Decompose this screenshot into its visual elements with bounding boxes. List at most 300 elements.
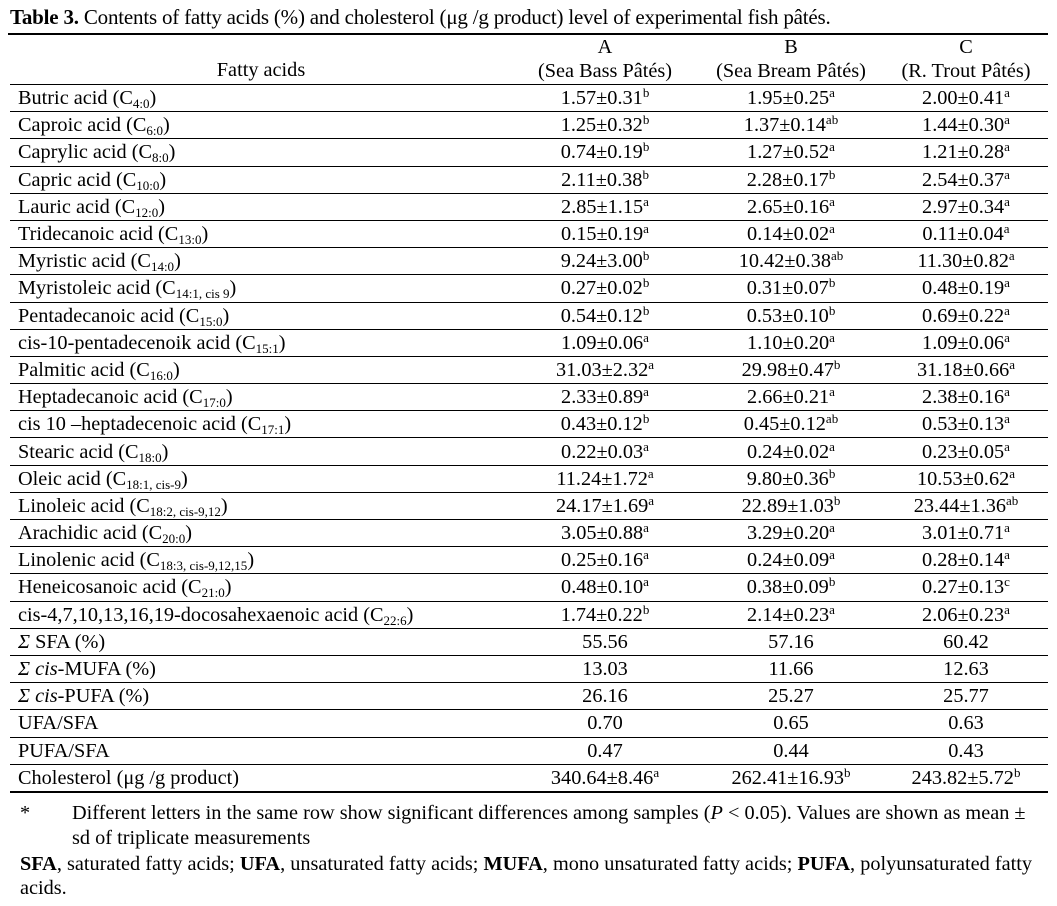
acid-name-tail: ): [185, 522, 193, 545]
value-cell: [884, 764, 1048, 792]
value: 10.42±0.38: [738, 250, 831, 273]
value: 1.37±0.14: [743, 114, 826, 137]
significance-letter: a: [1004, 139, 1010, 155]
acid-name: Palmitic acid (C: [18, 358, 150, 381]
value: 0.31±0.07: [746, 277, 829, 300]
value: 1.09±0.06: [561, 331, 644, 354]
value-cell: [698, 764, 884, 792]
value-cell: [884, 112, 1048, 139]
carbon-notation: 14:0: [150, 259, 175, 275]
value: 2.54±0.37: [922, 168, 1005, 191]
value-cell: [698, 85, 884, 112]
significance-letter: a: [643, 329, 649, 345]
value: 1.74±0.22: [560, 603, 643, 626]
acid-name-tail: ): [158, 195, 166, 218]
significance-letter: a: [648, 356, 655, 372]
acid-name-tail: ): [168, 141, 176, 164]
value: 243.82±5.72: [911, 766, 1014, 789]
fatty-acid-name: [10, 329, 512, 356]
table-row: [10, 356, 1048, 383]
value: 0.15±0.19: [561, 223, 644, 246]
fatty-acid-name: [10, 85, 512, 112]
acid-name-tail: ): [229, 277, 237, 300]
value-cell: [512, 547, 698, 574]
significance-letter: a: [1004, 411, 1010, 427]
value-cell: [884, 193, 1048, 220]
table-row: [10, 547, 1048, 574]
carbon-notation: 17:0: [202, 395, 226, 411]
summary-row: [10, 737, 1048, 764]
value: 2.33±0.89: [561, 386, 644, 409]
significance-letter: a: [1008, 248, 1015, 264]
value: 0.53±0.10: [746, 304, 829, 327]
significance-letter: b: [642, 166, 649, 182]
value: 22.89±1.03: [741, 494, 834, 517]
carbon-notation: 22:6: [383, 612, 407, 628]
significance-letter: b: [642, 85, 650, 101]
value-cell: [884, 139, 1048, 166]
significance-letter: ab: [825, 411, 839, 427]
value-cell: [512, 275, 698, 302]
fatty-acid-name: [10, 275, 512, 302]
value: 11.30±0.82: [917, 250, 1009, 273]
value-cell: [512, 193, 698, 220]
value: 24.17±1.69: [555, 494, 649, 517]
significance-letter: a: [643, 384, 649, 400]
cholesterol-name: Cholesterol (μg /g product): [10, 764, 512, 792]
significance-letter: ab: [825, 112, 839, 128]
acid-name-tail: ): [278, 331, 286, 354]
significance-letter: a: [643, 520, 649, 536]
header-col-b: [698, 35, 884, 85]
summary-value: 12.63: [884, 655, 1048, 682]
table-row: [10, 601, 1048, 628]
acid-name: cis-10-pentadecenoik acid (C: [18, 331, 256, 354]
table-row: [10, 438, 1048, 465]
value-cell: [698, 329, 884, 356]
acid-name-tail: ): [247, 549, 255, 572]
value: 1.21±0.28: [922, 141, 1005, 164]
value-cell: [698, 220, 884, 247]
summary-value: 57.16: [698, 628, 884, 655]
value: 1.27±0.52: [747, 141, 830, 164]
carbon-notation: 18:1, cis-9: [126, 476, 182, 492]
value-cell: [884, 547, 1048, 574]
summary-label: -MUFA (%): [57, 658, 156, 681]
fatty-acid-name: [10, 601, 512, 628]
summary-value: 13.03: [512, 655, 698, 682]
footnote-text-post: < 0.05). Values are shown as mean ± sd of triplicate measurements: [72, 802, 1026, 849]
value: 0.14±0.02: [747, 223, 830, 246]
significance-letter: b: [642, 411, 650, 427]
value-cell: [698, 166, 884, 193]
acid-name: Heptadecanoic acid (C: [18, 386, 203, 409]
summary-name: [10, 683, 512, 710]
value-cell: [512, 329, 698, 356]
value: 9.80±0.36: [746, 467, 829, 490]
header-col-b-name: (Sea Bream Pâtés): [716, 60, 866, 82]
carbon-notation: 18:2, cis-9,12: [149, 503, 221, 519]
acid-name-tail: ): [284, 413, 292, 436]
acid-name-tail: ): [181, 467, 188, 490]
value: 0.74±0.19: [560, 141, 643, 164]
header-col-a-letter: A: [597, 36, 613, 58]
fatty-acid-name: [10, 438, 512, 465]
value-cell: [698, 302, 884, 329]
summary-name: [10, 628, 512, 655]
value: 1.57±0.31: [560, 87, 643, 110]
abbr-mufa-desc: , mono unsaturated fatty acids;: [542, 853, 798, 875]
significance-letter: a: [829, 139, 835, 155]
footnote-p: P: [710, 802, 723, 824]
carbon-notation: 18:3, cis-9,12,15: [159, 558, 248, 574]
acid-name-tail: ): [159, 168, 167, 191]
abbr-ufa: UFA: [239, 853, 281, 875]
value: 1.44±0.30: [922, 114, 1005, 137]
value-cell: [512, 574, 698, 601]
significance-letter: ab: [830, 248, 844, 264]
carbon-notation: 10:0: [136, 177, 160, 193]
abbreviations: [20, 852, 1032, 900]
summary-value: 25.77: [884, 683, 1048, 710]
acid-name-tail: ): [172, 358, 180, 381]
table-caption: [10, 5, 831, 30]
table-row: [10, 220, 1048, 247]
acid-name-tail: ): [201, 223, 209, 246]
table-row: [10, 302, 1048, 329]
table-row: [10, 520, 1048, 547]
significance-letter: a: [1004, 547, 1010, 563]
header-col-c-name: (R. Trout Pâtés): [901, 60, 1031, 82]
value-cell: [884, 166, 1048, 193]
cis-prefix: cis: [30, 658, 58, 681]
significance-letter: a: [829, 547, 835, 563]
value-cell: [512, 302, 698, 329]
header-col-c-letter: C: [959, 36, 973, 58]
table-row: [10, 492, 1048, 519]
value: 3.29±0.20: [747, 522, 830, 545]
value-cell: [698, 465, 884, 492]
value-cell: [512, 248, 698, 275]
acid-name: cis-4,7,10,13,16,19-docosahexaenoic acid (C: [18, 603, 384, 626]
summary-name: [10, 710, 512, 737]
value: 2.65±0.16: [747, 195, 830, 218]
value: 2.85±1.15: [561, 195, 644, 218]
significance-letter: a: [643, 221, 649, 237]
summary-value: 0.63: [884, 710, 1048, 737]
cis-prefix: cis: [30, 685, 58, 708]
value: 340.64±8.46: [550, 766, 654, 789]
carbon-notation: 14:1, cis 9: [175, 286, 230, 302]
value: 0.25±0.16: [561, 549, 644, 572]
footnote-star: *: [20, 802, 31, 824]
table-row: [10, 574, 1048, 601]
value-cell: [512, 411, 698, 438]
value: 0.43±0.12: [560, 413, 643, 436]
acid-name: Tridecanoic acid (C: [18, 223, 179, 246]
carbon-notation: 21:0: [201, 585, 225, 601]
fatty-acid-name: [10, 492, 512, 519]
value-cell: [698, 384, 884, 411]
significance-letter: b: [828, 465, 836, 481]
value-cell: [884, 574, 1048, 601]
significance-letter: a: [1004, 166, 1010, 182]
carbon-notation: 4:0: [132, 96, 150, 112]
footnote-text: [72, 801, 1030, 851]
significance-letter: b: [844, 764, 851, 780]
value-cell: [512, 520, 698, 547]
significance-letter: a: [1004, 302, 1010, 318]
fatty-acid-name: [10, 112, 512, 139]
value-cell: [512, 764, 698, 792]
summary-label: PUFA/SFA: [18, 739, 110, 762]
acid-name-tail: ): [174, 250, 181, 273]
significance-letter: b: [833, 492, 841, 508]
significance-letter: a: [647, 465, 654, 481]
value: 2.06±0.23: [922, 603, 1005, 626]
summary-value: 25.27: [698, 683, 884, 710]
header-col-a-name: (Sea Bass Pâtés): [537, 60, 673, 82]
value: 1.25±0.32: [560, 114, 643, 137]
significance-letter: b: [642, 275, 650, 291]
summary-name: [10, 655, 512, 682]
fatty-acid-name: [10, 139, 512, 166]
fatty-acid-name: [10, 356, 512, 383]
value-cell: [884, 411, 1048, 438]
value: 1.95±0.25: [747, 87, 830, 110]
value-cell: [884, 492, 1048, 519]
significance-letter: a: [1004, 601, 1010, 617]
acid-name: Pentadecanoic acid (C: [18, 304, 200, 327]
significance-letter: a: [829, 520, 835, 536]
value-cell: [698, 248, 884, 275]
value: 29.98±0.47: [741, 358, 834, 381]
value-cell: [698, 438, 884, 465]
acid-name: Myristoleic acid (C: [18, 277, 176, 300]
significance-letter: a: [1004, 329, 1010, 345]
value-cell: [512, 356, 698, 383]
value: 3.05±0.88: [561, 522, 644, 545]
value: 262.41±16.93: [731, 766, 845, 789]
value: 23.44±1.36: [913, 494, 1006, 517]
value: 31.03±2.32: [555, 358, 649, 381]
table-row: [10, 193, 1048, 220]
acid-name-tail: ): [149, 87, 157, 110]
value: 0.48±0.19: [922, 277, 1005, 300]
header-col-a: [512, 35, 698, 85]
table-row: [10, 248, 1048, 275]
value-cell: [512, 139, 698, 166]
table-row: [10, 166, 1048, 193]
value: 2.28±0.17: [746, 168, 829, 191]
significance-letter: b: [828, 275, 836, 291]
value-cell: [884, 438, 1048, 465]
value-cell: [698, 411, 884, 438]
fatty-acid-name: [10, 220, 512, 247]
acid-name: Caprylic acid (C: [18, 141, 153, 164]
abbr-sfa: SFA: [20, 853, 57, 875]
carbon-notation: 15:1: [255, 340, 279, 356]
significance-letter: a: [1004, 193, 1010, 209]
value: 11.24±1.72: [556, 467, 648, 490]
acid-name: Butric acid (C: [18, 87, 133, 110]
significance-letter: b: [642, 601, 650, 617]
acid-name: Oleic acid (C: [18, 467, 127, 490]
value-cell: [698, 601, 884, 628]
footnote-text-pre: Different letters in the same row show significant differences among samples (: [72, 802, 711, 824]
value-cell: [884, 85, 1048, 112]
acid-name: Capric acid (C: [18, 168, 137, 191]
value-cell: [884, 465, 1048, 492]
significance-letter: b: [642, 139, 650, 155]
significance-letter: a: [829, 221, 835, 237]
value: 10.53±0.62: [916, 467, 1010, 490]
table-row: [10, 329, 1048, 356]
header-fatty-acids: Fatty acids: [10, 35, 512, 85]
acid-name-tail: ): [163, 114, 170, 137]
value-cell: [512, 601, 698, 628]
table-row: [10, 275, 1048, 302]
acid-name-tail: ): [225, 386, 233, 409]
value-cell: [698, 492, 884, 519]
summary-name: [10, 737, 512, 764]
sigma-symbol: Σ: [18, 658, 31, 681]
value-cell: [512, 384, 698, 411]
value-cell: [884, 329, 1048, 356]
value: 0.38±0.09: [746, 576, 829, 599]
abbr-mufa: MUFA: [483, 853, 543, 875]
value: 2.14±0.23: [747, 603, 830, 626]
header-row: [10, 35, 1048, 85]
acid-name: Lauric acid (C: [18, 195, 136, 218]
value: 0.24±0.09: [747, 549, 830, 572]
caption-text: Contents of fatty acids (%) and cholesterol (μg /g product) level of experimental fish pâtés.: [78, 5, 831, 29]
fatty-acid-name: [10, 193, 512, 220]
significance-letter: b: [828, 574, 836, 590]
fatty-acid-name: [10, 411, 512, 438]
fatty-acid-name: [10, 574, 512, 601]
value: 31.18±0.66: [916, 358, 1010, 381]
value-cell: [512, 85, 698, 112]
carbon-notation: 6:0: [146, 123, 164, 139]
summary-value: 26.16: [512, 683, 698, 710]
significance-letter: a: [829, 193, 835, 209]
acid-name: Myristic acid (C: [18, 250, 151, 273]
table-row: [10, 465, 1048, 492]
fatty-acid-name: [10, 384, 512, 411]
carbon-notation: 18:0: [138, 449, 162, 465]
fatty-acid-name: [10, 520, 512, 547]
summary-value: 0.44: [698, 737, 884, 764]
significance-letter: a: [829, 601, 835, 617]
summary-label: UFA/SFA: [18, 712, 99, 735]
carbon-notation: 12:0: [135, 204, 159, 220]
summary-value: 60.42: [884, 628, 1048, 655]
value-cell: [884, 248, 1048, 275]
significance-letter: a: [1004, 384, 1010, 400]
value-cell: [698, 275, 884, 302]
significance-letter: a: [1004, 85, 1010, 101]
value: 0.28±0.14: [922, 549, 1005, 572]
value: 0.48±0.10: [561, 576, 644, 599]
summary-value: 11.66: [698, 655, 884, 682]
value: 0.27±0.13: [922, 576, 1005, 599]
significance-letter: b: [828, 302, 836, 318]
significance-letter: a: [1009, 356, 1016, 372]
table-row: [10, 85, 1048, 112]
summary-row: [10, 655, 1048, 682]
significance-letter: b: [642, 302, 650, 318]
significance-letter: a: [643, 193, 649, 209]
significance-letter: a: [1009, 465, 1016, 481]
summary-label: SFA (%): [30, 630, 106, 653]
table-body: [10, 85, 1048, 792]
acid-name-tail: ): [161, 440, 169, 463]
carbon-notation: 20:0: [162, 531, 186, 547]
significance-letter: b: [828, 166, 836, 182]
significance-letter: b: [642, 248, 650, 264]
summary-row: [10, 683, 1048, 710]
value-cell: [698, 112, 884, 139]
header-col-b-letter: B: [784, 36, 798, 58]
carbon-notation: 8:0: [152, 150, 169, 166]
significance-letter: a: [829, 85, 835, 101]
table-row: [10, 384, 1048, 411]
abbr-pufa-desc: , polyunsaturated fatty acids.: [20, 853, 1032, 899]
header-col-c: [884, 35, 1048, 85]
caption-label: Table 3.: [10, 5, 79, 29]
summary-value: 0.70: [512, 710, 698, 737]
value: 0.45±0.12: [743, 413, 826, 436]
fatty-acid-name: [10, 248, 512, 275]
acid-name-tail: ): [406, 603, 414, 626]
value: 0.11±0.04: [922, 223, 1004, 246]
value: 0.24±0.02: [747, 440, 830, 463]
value-cell: [512, 166, 698, 193]
abbr-pufa: PUFA: [797, 853, 851, 875]
value-cell: [698, 547, 884, 574]
significance-letter: a: [829, 384, 835, 400]
acid-name: Caproic acid (C: [18, 114, 147, 137]
value: 0.54±0.12: [560, 304, 643, 327]
value-cell: [884, 275, 1048, 302]
table-row: [10, 112, 1048, 139]
value: 0.27±0.02: [560, 277, 643, 300]
significance-letter: b: [642, 112, 650, 128]
significance-letter: a: [829, 329, 835, 345]
value: 3.01±0.71: [922, 522, 1005, 545]
carbon-notation: 13:0: [178, 232, 202, 248]
fatty-acid-table: [10, 35, 1048, 793]
acid-name: cis 10 –heptadecenoic acid (C: [18, 413, 262, 436]
fatty-acid-name: [10, 166, 512, 193]
acid-name: Linolenic acid (C: [18, 549, 160, 572]
value: 2.97±0.34: [922, 195, 1005, 218]
value: 0.69±0.22: [922, 304, 1005, 327]
value-cell: [512, 220, 698, 247]
acid-name: Stearic acid (C: [18, 440, 139, 463]
summary-label: -PUFA (%): [57, 685, 150, 708]
value-cell: [512, 438, 698, 465]
acid-name-tail: ): [222, 304, 230, 327]
footnote: [20, 801, 1030, 851]
value: 1.10±0.20: [747, 331, 830, 354]
significance-letter: a: [1004, 438, 1010, 454]
value: 2.00±0.41: [922, 87, 1005, 110]
value-cell: [884, 520, 1048, 547]
significance-letter: a: [829, 438, 835, 454]
value-cell: [698, 356, 884, 383]
